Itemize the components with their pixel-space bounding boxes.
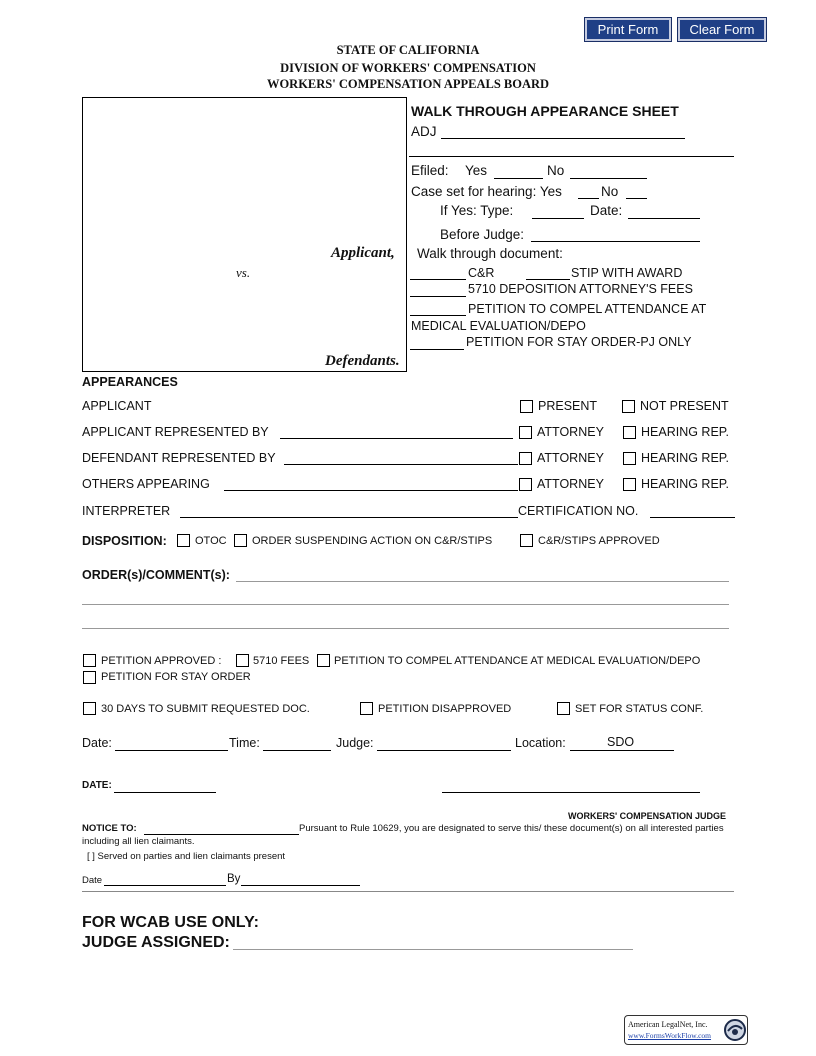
status-conf-checkbox[interactable] [557, 702, 570, 715]
applicant-rep-label: APPLICANT REPRESENTED BY [82, 425, 269, 439]
american-legalnet-logo [624, 1015, 748, 1045]
petition-compel-label: PETITION TO COMPEL ATTENDANCE AT [468, 302, 707, 316]
otoc-label: OTOC [195, 535, 227, 547]
adj-label: ADJ [411, 124, 437, 139]
logo-url[interactable]: www.FormsWorkFlow.com [628, 1031, 712, 1040]
petition-stay-field[interactable] [410, 349, 464, 350]
others-appearing-field[interactable] [224, 490, 518, 491]
service-by-label: By [227, 873, 241, 885]
petition-approved-label: PETITION APPROVED : [101, 655, 222, 667]
case-set-yes-field[interactable] [578, 198, 599, 199]
header-state: STATE OF CALIFORNIA [336, 43, 480, 57]
efiled-yes-field[interactable] [494, 178, 543, 179]
judge-assigned-field[interactable] [233, 949, 633, 950]
adj-field[interactable] [441, 138, 685, 139]
cr-field[interactable] [410, 279, 466, 280]
case-set-label: Case set for hearing: Yes [411, 184, 562, 199]
stip-field[interactable] [526, 279, 570, 280]
orders-comments-label: ORDER(s)/COMMENT(s): [82, 568, 230, 582]
walk-through-label: Walk through document: [417, 246, 563, 261]
cr-stips-approved-label: C&R/STIPS APPROVED [538, 535, 660, 547]
notice-text: Pursuant to Rule 10629, you are designated to serve this/ these document(s) on all interested parties [299, 823, 724, 834]
petition-disapproved-label: PETITION DISAPPROVED [378, 703, 512, 715]
hearing-date-field[interactable] [628, 218, 700, 219]
applicant-hearing-rep-checkbox[interactable] [623, 426, 636, 439]
header-division: DIVISION OF WORKERS' COMPENSATION [280, 61, 536, 75]
petition-disapproved-checkbox[interactable] [360, 702, 373, 715]
logo-company: American LegalNet, Inc. [628, 1020, 708, 1029]
petition-approved-checkbox[interactable] [83, 654, 96, 667]
depo-fees-field[interactable] [410, 296, 466, 297]
notice-to-label: NOTICE TO: [82, 823, 137, 834]
schedule-time-label: Time: [229, 736, 260, 750]
attorney-label: ATTORNEY [537, 425, 604, 439]
service-by-field[interactable] [241, 885, 360, 886]
efiled-no-label: No [547, 163, 565, 178]
schedule-location-value[interactable]: SDO [607, 735, 635, 749]
logo-globe-icon [723, 1018, 747, 1042]
status-conf-label: SET FOR STATUS CONF. [575, 703, 704, 715]
divider-line [409, 156, 734, 157]
applicant-rep-field[interactable] [280, 438, 513, 439]
caption-vs: vs. [236, 265, 251, 280]
notice-to-field[interactable] [144, 834, 299, 835]
certification-label: CERTIFICATION NO. [518, 504, 639, 518]
others-hearing-rep-checkbox[interactable] [623, 478, 636, 491]
petition-stay-label: PETITION FOR STAY ORDER-PJ ONLY [466, 335, 692, 349]
disposition-label: DISPOSITION: [82, 534, 167, 548]
efiled-no-field[interactable] [570, 178, 647, 179]
caption-applicant: Applicant, [331, 245, 395, 261]
print-form-button[interactable]: Print Form [585, 18, 671, 41]
if-yes-type-label: If Yes: Type: [440, 203, 514, 218]
attorney-label: ATTORNEY [537, 451, 604, 465]
caption-defendants: Defendants. [325, 353, 400, 369]
case-set-no-label: No [601, 184, 619, 199]
case-caption-box[interactable] [82, 97, 407, 372]
petition-compel-field[interactable] [410, 315, 466, 316]
notice-divider [82, 891, 734, 892]
before-judge-field[interactable] [531, 241, 700, 242]
fees-5710-label: 5710 FEES [253, 655, 310, 667]
sheet-title: WALK THROUGH APPEARANCE SHEET [411, 103, 679, 119]
not-present-label: NOT PRESENT [640, 399, 729, 413]
petition-stay-order-label: PETITION FOR STAY ORDER [101, 671, 251, 683]
hearing-type-field[interactable] [532, 218, 584, 219]
schedule-judge-field[interactable] [377, 750, 511, 751]
schedule-location-field[interactable] [570, 750, 674, 751]
schedule-judge-label: Judge: [336, 736, 374, 750]
efiled-yes-label: Yes [465, 163, 488, 178]
schedule-location-label: Location: [515, 736, 566, 750]
order-suspending-checkbox[interactable] [234, 534, 247, 547]
clear-form-button[interactable]: Clear Form [678, 18, 766, 41]
petition-compel-checkbox[interactable] [317, 654, 330, 667]
orders-comments-line-3[interactable] [82, 628, 729, 629]
interpreter-label: INTERPRETER [82, 504, 171, 518]
notice-text-2: including all lien claimants. [82, 836, 195, 847]
orders-comments-line-1[interactable] [236, 581, 729, 582]
served-parties-label[interactable]: [ ] Served on parties and lien claimants present [87, 851, 286, 862]
hearing-rep-label: HEARING REP. [641, 425, 729, 439]
thirty-days-label: 30 DAYS TO SUBMIT REQUESTED DOC. [101, 703, 310, 715]
efiled-label: Efiled: [411, 163, 449, 178]
interpreter-field[interactable] [180, 517, 518, 518]
service-date-label: Date [82, 875, 103, 886]
hearing-rep-label: HEARING REP. [641, 451, 729, 465]
defendant-attorney-checkbox[interactable] [519, 452, 532, 465]
applicant-label: APPLICANT [82, 399, 152, 413]
defendant-hearing-rep-checkbox[interactable] [623, 452, 636, 465]
defendant-rep-label: DEFENDANT REPRESENTED BY [82, 451, 276, 465]
fees-5710-checkbox[interactable] [236, 654, 249, 667]
stip-label: STIP WITH AWARD [571, 266, 683, 280]
schedule-date-field[interactable] [115, 750, 228, 751]
header-board: WORKERS' COMPENSATION APPEALS BOARD [266, 77, 550, 91]
wcab-use-only: FOR WCAB USE ONLY: [82, 914, 259, 931]
judge-title: WORKERS' COMPENSATION JUDGE [568, 811, 726, 821]
applicant-not-present-checkbox[interactable] [622, 400, 635, 413]
schedule-time-field[interactable] [263, 750, 331, 751]
signature-date-label: DATE: [82, 780, 112, 791]
present-label: PRESENT [538, 399, 598, 413]
hearing-rep-label: HEARING REP. [641, 477, 729, 491]
applicant-present-checkbox[interactable] [520, 400, 533, 413]
judge-assigned-label: JUDGE ASSIGNED: [82, 934, 230, 951]
before-judge-label: Before Judge: [440, 227, 525, 242]
case-set-no-field[interactable] [626, 198, 647, 199]
depo-fees-label: 5710 DEPOSITION ATTORNEY'S FEES [468, 282, 693, 296]
certification-field[interactable] [650, 517, 735, 518]
cr-label: C&R [468, 266, 495, 280]
thirty-days-checkbox[interactable] [83, 702, 96, 715]
others-attorney-checkbox[interactable] [519, 478, 532, 491]
defendant-rep-field[interactable] [284, 464, 518, 465]
hearing-date-label: Date: [590, 203, 623, 218]
order-suspending-label: ORDER SUSPENDING ACTION ON C&R/STIPS [252, 535, 493, 547]
signature-date-field[interactable] [114, 792, 216, 793]
otoc-checkbox[interactable] [177, 534, 190, 547]
orders-comments-line-2[interactable] [82, 604, 729, 605]
service-date-field[interactable] [104, 885, 226, 886]
attorney-label: ATTORNEY [537, 477, 604, 491]
cr-stips-approved-checkbox[interactable] [520, 534, 533, 547]
others-appearing-label: OTHERS APPEARING [82, 477, 210, 491]
appearances-heading: APPEARANCES [82, 375, 178, 389]
petition-compel-label-2: MEDICAL EVALUATION/DEPO [411, 319, 586, 333]
judge-signature-field[interactable] [442, 792, 700, 793]
petition-stay-checkbox[interactable] [83, 671, 96, 684]
petition-compel-medical-label: PETITION TO COMPEL ATTENDANCE AT MEDICAL EVALUATION/DEPO [334, 655, 701, 667]
applicant-attorney-checkbox[interactable] [519, 426, 532, 439]
schedule-date-label: Date: [82, 736, 112, 750]
